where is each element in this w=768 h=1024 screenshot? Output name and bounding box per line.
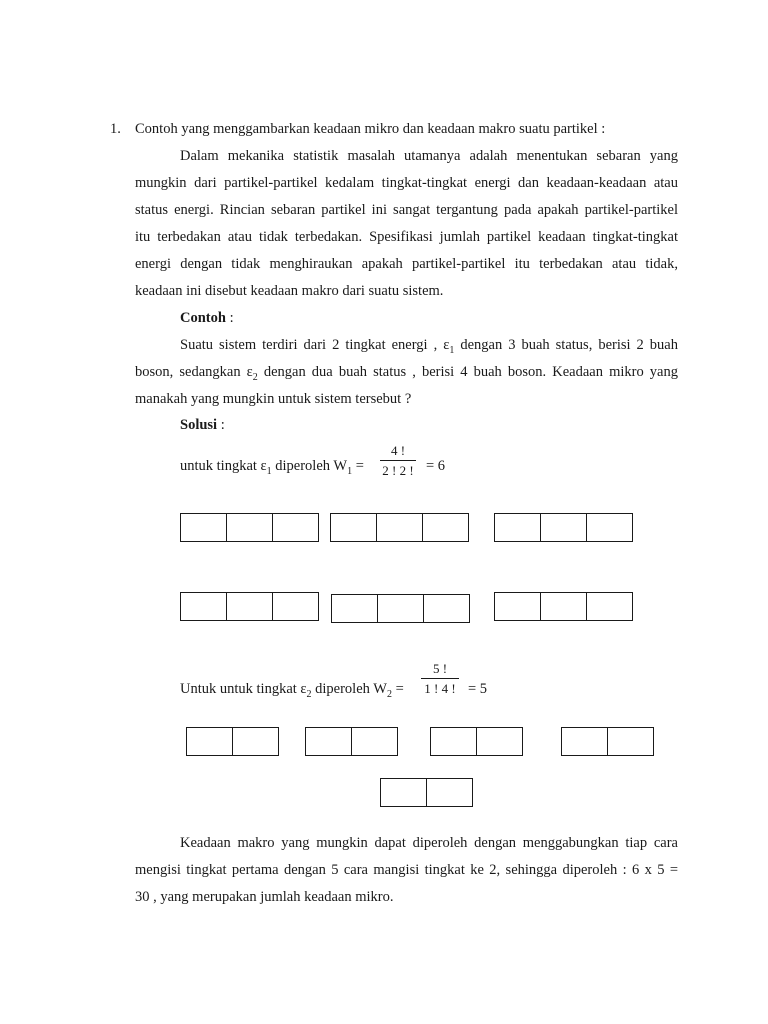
paragraph-line: Keadaan makro yang mungkin dapat diperoleh dengan menggabungkan tiap cara [180, 835, 678, 851]
paragraph-line: mungkin dari partikel-partikel kedalam tingkat-tingkat energi dan keadaan-keadaan atau [135, 175, 678, 191]
paragraph-line: energi dengan tidak menghiraukan apakah partikel-partikel itu terbedakan atau tidak, [135, 256, 678, 272]
state-box-group [180, 592, 319, 621]
contoh-colon: : [225, 310, 234, 326]
solusi-colon: : [217, 417, 225, 433]
contoh-line-2: boson, sedangkan $\varepsilon_2$ dengan dua buah status , berisi 4 buah boson. Keadaan mikro yang [135, 364, 678, 383]
fraction-numerator: 4 ! [390, 443, 406, 458]
state-box-group [180, 513, 319, 542]
equation-2-lhs: Untuk untuk tingkat $\varepsilon_2$ diperoleh $W_2$ = [180, 681, 404, 700]
state-box-group [494, 513, 633, 542]
equation-1-lhs: untuk tingkat $\varepsilon_1$ diperoleh $W_1$ = [180, 458, 364, 477]
fraction-numerator: 5 ! [432, 661, 448, 676]
state-box-group [331, 594, 470, 623]
contoh-heading [180, 305, 234, 332]
paragraph-line: keadaan ini disebut keadaan makro dari suatu sistem. [135, 283, 444, 299]
state-box-group [561, 727, 654, 756]
state-box-group [186, 727, 279, 756]
equation-2-result: = 5 [468, 681, 488, 697]
solusi-heading [180, 412, 225, 439]
equation-2-fraction [421, 661, 459, 696]
fraction-denominator: 1 ! 4 ! [424, 681, 456, 696]
paragraph-line: mengisi tingkat pertama dengan 5 cara mangisi tingkat ke 2, sehingga diperoleh : 6 x 5 = [135, 862, 678, 878]
solusi-label: Solusi [180, 417, 218, 433]
paragraph-line: itu terbedakan atau tidak terbedakan. Spesifikasi jumlah partikel keadaan tingkat-tingkat [135, 229, 678, 245]
paragraph-line: 30 , yang merupakan jumlah keadaan mikro. [135, 889, 394, 905]
paragraph-line: Dalam mekanika statistik masalah utamanya adalah menentukan sebaran yang [180, 148, 678, 164]
contoh-line-3: manakah yang mungkin untuk sistem tersebut ? [135, 391, 412, 407]
equation-1-result: = 6 [426, 458, 446, 474]
state-box-group [305, 727, 398, 756]
contoh-label: Contoh [180, 310, 226, 326]
fraction-denominator: 2 ! 2 ! [382, 463, 414, 478]
equation-1-fraction [380, 443, 416, 478]
state-box-group [380, 778, 473, 807]
item-number: 1. [110, 121, 121, 137]
fraction-bar [380, 460, 416, 461]
heading: Contoh yang menggambarkan keadaan mikro dan keadaan makro suatu partikel : [135, 121, 606, 137]
state-box-group [494, 592, 633, 621]
state-box-group [430, 727, 523, 756]
contoh-line-1: Suatu sistem terdiri dari 2 tingkat energi , $\varepsilon_1$ dengan 3 buah status, berisi 2 buah [180, 337, 678, 356]
paragraph-line: status energi. Rincian sebaran partikel ini sangat tergantung pada apakah partikel-partikel [135, 202, 678, 218]
fraction-bar [421, 678, 459, 679]
state-box-group [330, 513, 469, 542]
